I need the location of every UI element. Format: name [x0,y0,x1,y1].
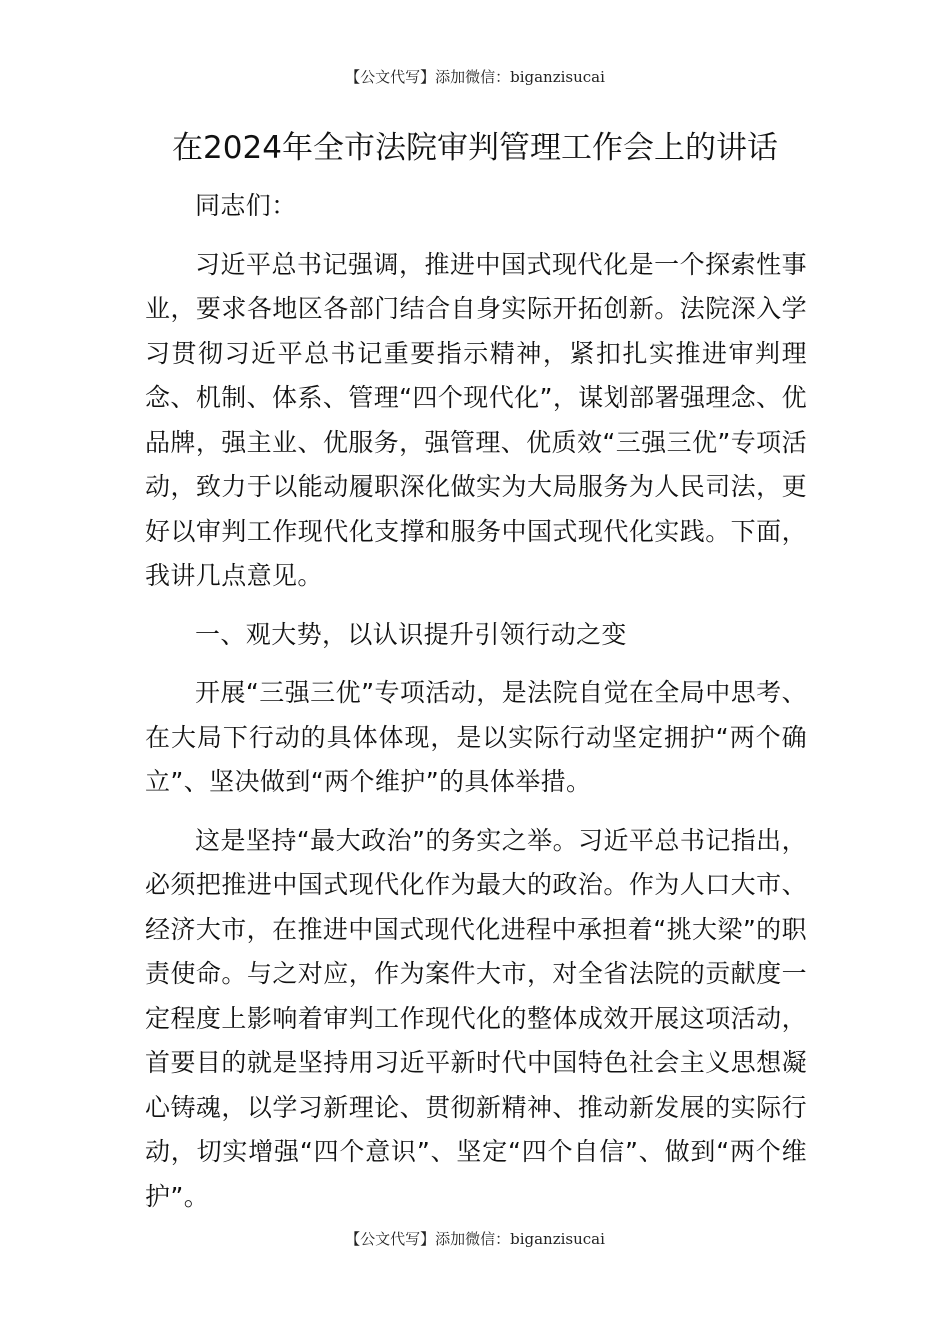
section-1-heading: 一、观大势，以认识提升引领行动之变 [195,619,627,649]
document-body [145,184,807,1233]
document-title: 在2024年全市法院审判管理工作会上的讲话 [172,130,778,166]
section-1-paragraph-1: 开展“三强三优”专项活动，是法院自觉在全局中思考、在大局下行动的具体体现，是以实际行动坚定拥护“两个确立”、坚决做到“两个维护”的具体举措。 [145,678,807,796]
salutation: 同志们： [195,191,297,220]
footer-watermark-note: 【公文代写】添加微信：biganzisucai [345,1230,605,1248]
header-watermark-note: 【公文代写】添加微信：biganzisucai [345,68,605,86]
section-1-paragraph-2: 这是坚持“最大政治”的务实之举。习近平总书记指出，必须把推进中国式现代化作为最大的政治。作为人口大市、经济大市，在推进中国式现代化进程中承担着“挑大梁”的职责使命。与之对应，作为案件大市，对全省法院的贡献度一定程度上影响着审判工作现代化的整体成效开展这项活动，首要目的就是坚持用习近平新时代中国特色社会主义思想凝心铸魂，以学习新理论、贯彻新精神、推动新发展的实际行动，切实增强“四个意识”、坚定“四个自信”、做到“两个维护”。 [145,825,807,1211]
intro-paragraph: 习近平总书记强调，推进中国式现代化是一个探索性事业，要求各地区各部门结合自身实际开拓创新。法院深入学习贯彻习近平总书记重要指示精神，紧扣扎实推进审判理念、机制、体系、管理“四个现代化”，谋划部署强理念、优品牌，强主业、优服务，强管理、优质效“三强三优”专项活动，致力于以能动履职深化做实为大局服务为人民司法，更好以审判工作现代化支撑和服务中国式现代化实践。下面，我讲几点意见。 [145,249,807,590]
